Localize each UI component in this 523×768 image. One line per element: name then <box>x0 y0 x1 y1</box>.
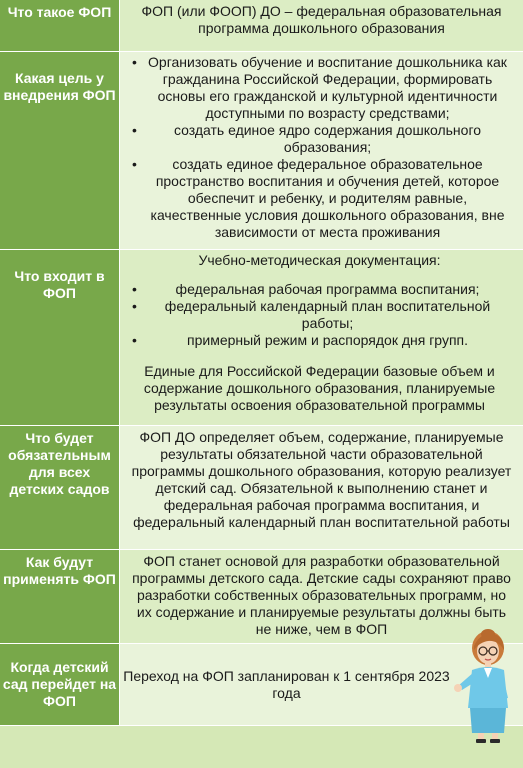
list-item: • федеральная рабочая программа воспитания; <box>124 281 515 298</box>
table-row <box>0 550 523 644</box>
row-content-what-is: ФОП (или ФООП) ДО – федеральная образовательная программа дошкольного образования <box>120 0 523 51</box>
row-label-mandatory: Что будет обязательным для всех детских садов <box>0 426 120 549</box>
row-label-goal: Какая цель у внедрения ФОП <box>0 52 120 249</box>
list-item: • примерный режим и распорядок дня групп. <box>124 332 515 349</box>
row-content-application: ФОП станет основой для разработки образовательной программы детского сада. Детские сады сохраняют право разработки собственных образовательных программ, но их содержание и планируемые результаты должны быть не ниже, чем в ФОП <box>120 550 523 643</box>
table-row <box>0 52 523 250</box>
row-content-transition: Переход на ФОП запланирован к 1 сентября 2023 года <box>120 644 523 725</box>
contents-outro: Единые для Российской Федерации базовые объем и содержание дошкольного образования, планируемые результаты освоения образовательной программы <box>143 363 496 413</box>
teacher-illustration <box>450 628 520 743</box>
list-item: • Организовать обучение и воспитание дошкольника как гражданина Российской Федерации, формировать основы его гражданской и культурной идентичности доступными по возрасту средствами; <box>124 54 515 122</box>
table-row <box>0 0 523 52</box>
table-row <box>0 426 523 550</box>
table-row <box>0 644 523 726</box>
list-item: • федеральный календарный план воспитательной работы; <box>124 298 515 332</box>
list-item: • создать единое ядро содержания дошкольного образования; <box>124 122 515 156</box>
row-label-transition: Когда детский сад перейдет на ФОП <box>0 644 120 725</box>
row-content-contents <box>120 250 523 425</box>
goal-list <box>124 54 515 241</box>
contents-list <box>124 281 515 349</box>
row-label-contents: Что входит в ФОП <box>0 250 120 425</box>
table-row <box>0 250 523 426</box>
contents-intro: Учебно-методическая документация: <box>198 252 441 268</box>
list-item: • создать единое федеральное образовательное пространство воспитания и обучения детей, которое обеспечит и ребенку, и родителям равные, качественные условия дошкольного образования, вне зависимости от места проживания <box>124 156 515 241</box>
row-label-what-is: Что такое ФОП <box>0 0 120 51</box>
row-content-mandatory: ФОП ДО определяет объем, содержание, планируемые результаты обязательной части образовательной программы дошкольного образования, которую реализует детский сад. Обязательной к выполнению станет и федеральная рабочая программа воспитания, и федеральный календарный план воспитательной работы <box>120 426 523 549</box>
row-content-goal <box>120 52 523 249</box>
row-label-application: Как будут применять ФОП <box>0 550 120 643</box>
